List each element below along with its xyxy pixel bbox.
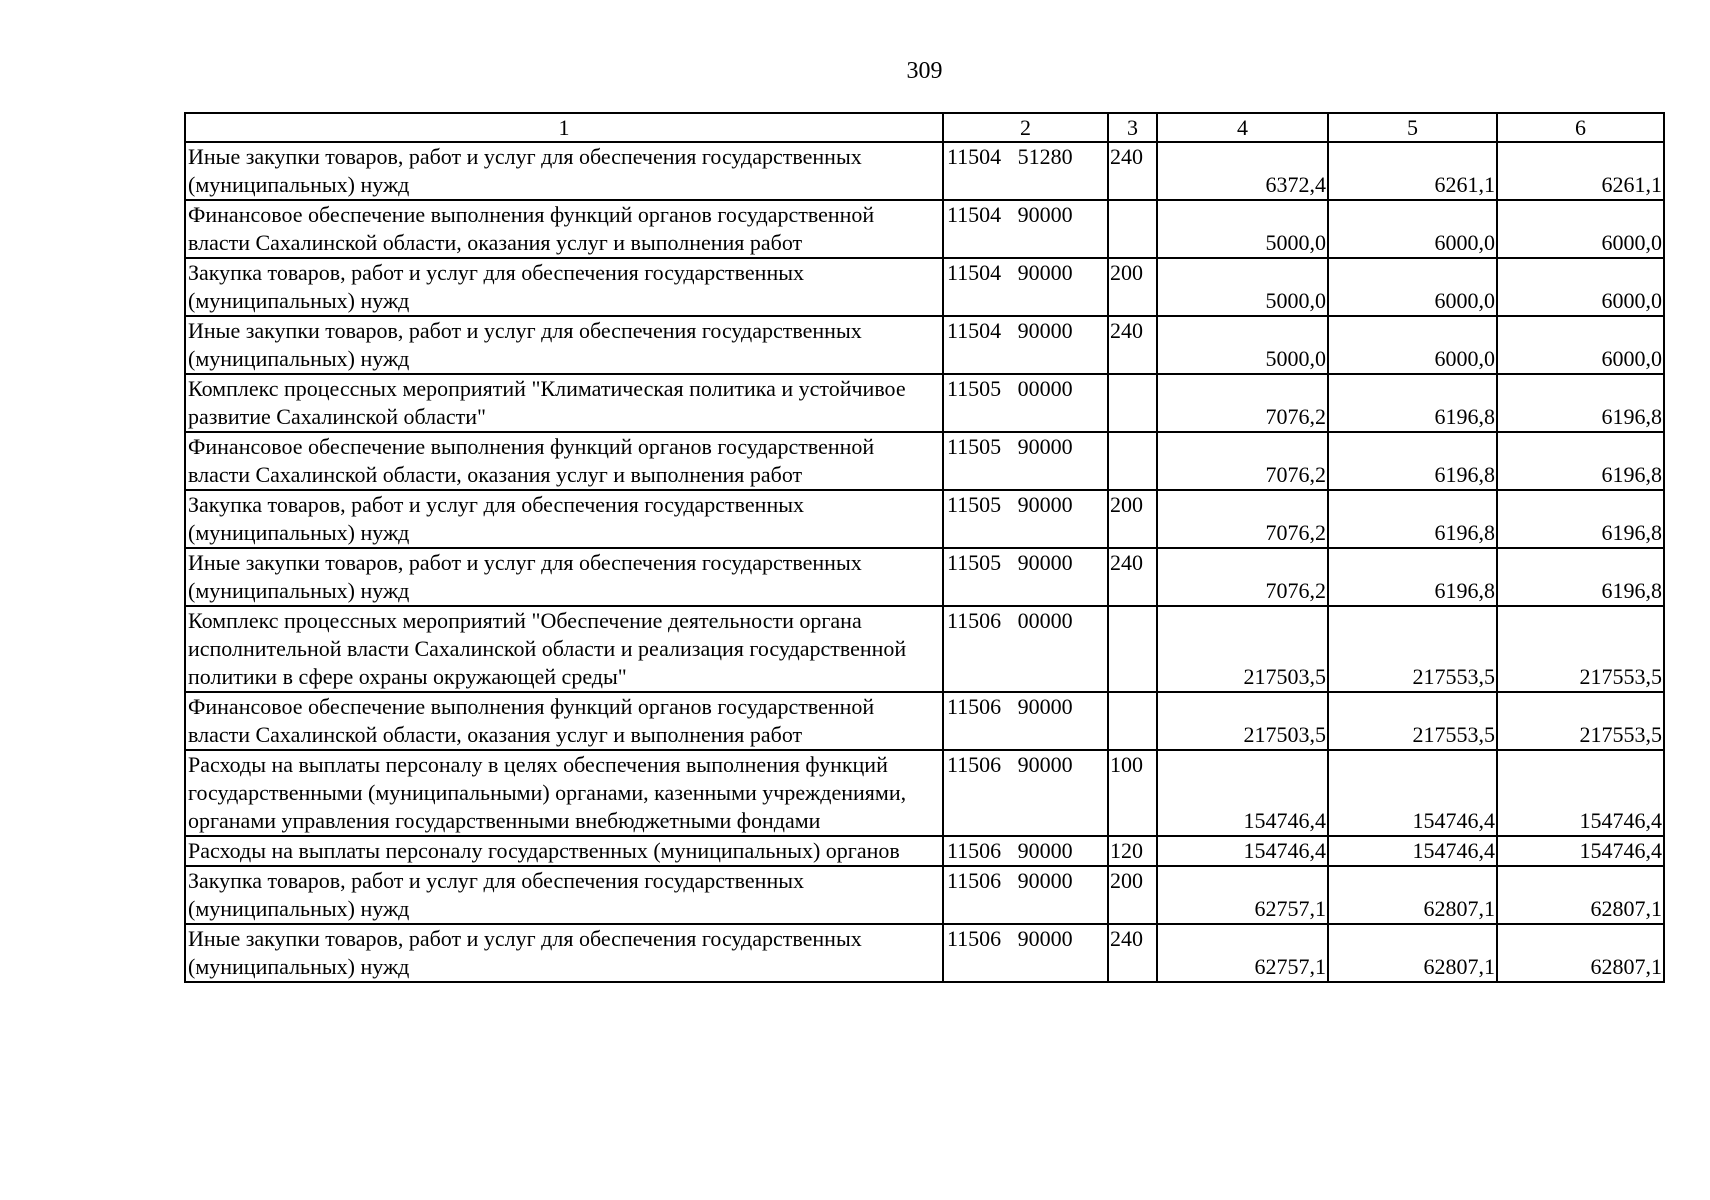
- row-name: Иные закупки товаров, работ и услуг для обеспечения государственных (муниципальных) нужд: [185, 142, 943, 200]
- row-value-5: 62807,1: [1328, 866, 1497, 924]
- row-value-4: 7076,2: [1157, 374, 1328, 432]
- row-value-4: 154746,4: [1157, 750, 1328, 836]
- row-code: 11506 90000: [943, 692, 1108, 750]
- table-row: [185, 490, 1664, 548]
- row-type: 200: [1108, 258, 1157, 316]
- row-code: 11504 90000: [943, 200, 1108, 258]
- row-value-4: 217503,5: [1157, 606, 1328, 692]
- row-value-5: 217553,5: [1328, 692, 1497, 750]
- row-code: 11506 90000: [943, 866, 1108, 924]
- header-col-2: 2: [943, 113, 1108, 142]
- row-type: [1108, 432, 1157, 490]
- table-row: [185, 316, 1664, 374]
- row-type: 240: [1108, 316, 1157, 374]
- row-value-6: 6000,0: [1497, 258, 1664, 316]
- table-row: [185, 924, 1664, 982]
- row-value-5: 154746,4: [1328, 836, 1497, 866]
- row-value-4: 7076,2: [1157, 432, 1328, 490]
- row-code: 11504 90000: [943, 316, 1108, 374]
- row-value-4: 5000,0: [1157, 200, 1328, 258]
- row-value-5: 217553,5: [1328, 606, 1497, 692]
- row-value-5: 6000,0: [1328, 200, 1497, 258]
- row-code: 11506 90000: [943, 750, 1108, 836]
- row-code: 11504 51280: [943, 142, 1108, 200]
- table-row: [185, 692, 1664, 750]
- header-col-5: 5: [1328, 113, 1497, 142]
- row-value-4: 62757,1: [1157, 924, 1328, 982]
- row-value-4: 154746,4: [1157, 836, 1328, 866]
- row-type: [1108, 200, 1157, 258]
- row-type: 120: [1108, 836, 1157, 866]
- header-col-4: 4: [1157, 113, 1328, 142]
- table-row: [185, 750, 1664, 836]
- row-value-6: 62807,1: [1497, 866, 1664, 924]
- row-value-5: 154746,4: [1328, 750, 1497, 836]
- table-row: [185, 258, 1664, 316]
- row-type: [1108, 606, 1157, 692]
- row-code: 11506 90000: [943, 836, 1108, 866]
- row-type: [1108, 374, 1157, 432]
- table-row: [185, 374, 1664, 432]
- row-value-5: 62807,1: [1328, 924, 1497, 982]
- table-row: [185, 200, 1664, 258]
- row-value-6: 6000,0: [1497, 200, 1664, 258]
- row-type: [1108, 692, 1157, 750]
- budget-table: [184, 112, 1665, 983]
- row-name: Финансовое обеспечение выполнения функций органов государственной власти Сахалинской области, оказания услуг и выполнения работ: [185, 692, 943, 750]
- row-value-5: 6196,8: [1328, 374, 1497, 432]
- row-name: Закупка товаров, работ и услуг для обеспечения государственных (муниципальных) нужд: [185, 490, 943, 548]
- row-value-6: 154746,4: [1497, 836, 1664, 866]
- row-value-5: 6000,0: [1328, 316, 1497, 374]
- row-type: 200: [1108, 490, 1157, 548]
- row-type: 240: [1108, 924, 1157, 982]
- page-number: 309: [906, 58, 943, 84]
- table-row: [185, 606, 1664, 692]
- row-value-6: 217553,5: [1497, 692, 1664, 750]
- row-name: Расходы на выплаты персоналу государственных (муниципальных) органов: [185, 836, 943, 866]
- row-value-4: 62757,1: [1157, 866, 1328, 924]
- row-name: Иные закупки товаров, работ и услуг для обеспечения государственных (муниципальных) нужд: [185, 548, 943, 606]
- header-col-1: 1: [185, 113, 943, 142]
- row-value-5: 6196,8: [1328, 432, 1497, 490]
- row-name: Комплекс процессных мероприятий "Климатическая политика и устойчивое развитие Сахалинской области": [185, 374, 943, 432]
- row-value-4: 7076,2: [1157, 490, 1328, 548]
- row-name: Расходы на выплаты персоналу в целях обеспечения выполнения функций государственными (муниципальными) органами, казенными учреждениями, органами управления государственными внебюджетными фондами: [185, 750, 943, 836]
- row-value-6: 62807,1: [1497, 924, 1664, 982]
- row-type: 240: [1108, 142, 1157, 200]
- row-value-4: 6372,4: [1157, 142, 1328, 200]
- table-row: [185, 142, 1664, 200]
- header-col-3: 3: [1108, 113, 1157, 142]
- header-col-6: 6: [1497, 113, 1664, 142]
- table-row: [185, 548, 1664, 606]
- row-value-6: 217553,5: [1497, 606, 1664, 692]
- row-type: 100: [1108, 750, 1157, 836]
- row-code: 11506 00000: [943, 606, 1108, 692]
- row-value-6: 6196,8: [1497, 432, 1664, 490]
- row-value-6: 154746,4: [1497, 750, 1664, 836]
- row-value-4: 5000,0: [1157, 258, 1328, 316]
- table-row: [185, 836, 1664, 866]
- row-code: 11504 90000: [943, 258, 1108, 316]
- row-code: 11505 90000: [943, 490, 1108, 548]
- table-header-row: [185, 113, 1664, 142]
- row-type: 240: [1108, 548, 1157, 606]
- row-code: 11505 90000: [943, 548, 1108, 606]
- row-name: Иные закупки товаров, работ и услуг для обеспечения государственных (муниципальных) нужд: [185, 924, 943, 982]
- row-value-6: 6196,8: [1497, 490, 1664, 548]
- row-name: Комплекс процессных мероприятий "Обеспечение деятельности органа исполнительной власти Сахалинской области и реализация государственной политики в сфере охраны окружающей среды": [185, 606, 943, 692]
- table-row: [185, 866, 1664, 924]
- row-name: Финансовое обеспечение выполнения функций органов государственной власти Сахалинской области, оказания услуг и выполнения работ: [185, 200, 943, 258]
- row-value-6: 6000,0: [1497, 316, 1664, 374]
- row-value-6: 6196,8: [1497, 374, 1664, 432]
- row-value-5: 6000,0: [1328, 258, 1497, 316]
- row-name: Закупка товаров, работ и услуг для обеспечения государственных (муниципальных) нужд: [185, 258, 943, 316]
- row-value-5: 6261,1: [1328, 142, 1497, 200]
- row-value-4: 5000,0: [1157, 316, 1328, 374]
- row-value-5: 6196,8: [1328, 548, 1497, 606]
- row-value-4: 217503,5: [1157, 692, 1328, 750]
- row-name: Иные закупки товаров, работ и услуг для обеспечения государственных (муниципальных) нужд: [185, 316, 943, 374]
- row-code: 11505 90000: [943, 432, 1108, 490]
- table-row: [185, 432, 1664, 490]
- row-code: 11506 90000: [943, 924, 1108, 982]
- row-name: Финансовое обеспечение выполнения функций органов государственной власти Сахалинской области, оказания услуг и выполнения работ: [185, 432, 943, 490]
- row-value-5: 6196,8: [1328, 490, 1497, 548]
- row-code: 11505 00000: [943, 374, 1108, 432]
- row-value-6: 6261,1: [1497, 142, 1664, 200]
- row-value-6: 6196,8: [1497, 548, 1664, 606]
- row-type: 200: [1108, 866, 1157, 924]
- row-name: Закупка товаров, работ и услуг для обеспечения государственных (муниципальных) нужд: [185, 866, 943, 924]
- row-value-4: 7076,2: [1157, 548, 1328, 606]
